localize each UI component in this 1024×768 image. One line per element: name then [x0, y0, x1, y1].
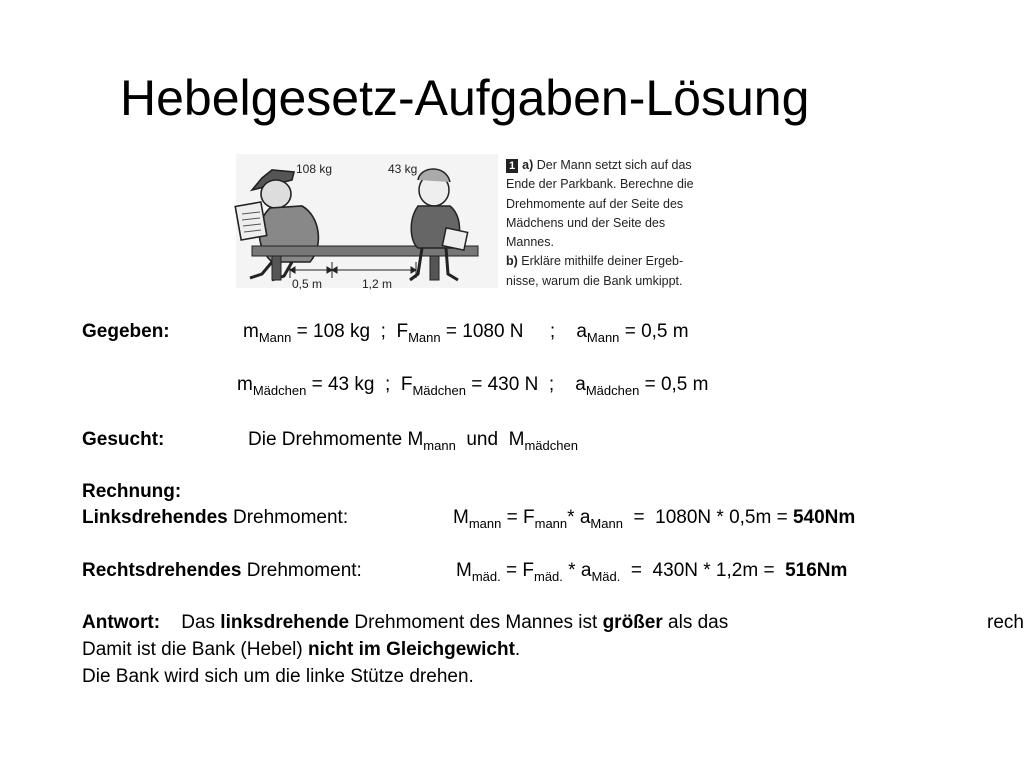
page-title: Hebelgesetz-Aufgaben-Lösung [120, 70, 810, 126]
task-line-3: Drehmomente auf der Seite des [506, 196, 684, 211]
calc-left-equation: $M_{mann} = F_{mann}*$ $a_{Mann} = 1080N * 0,5m = 540Nm$ [453, 507, 856, 531]
task-line-5: Mannes. [506, 235, 554, 250]
answer-line-2: Damit ist die Bank (Hebel) nicht im Gleichgewicht. [82, 639, 521, 660]
task-number: 1 [506, 159, 518, 173]
dist-man-label: 0,5 m [292, 277, 323, 291]
girl-weight-label: 43 kg [388, 162, 418, 176]
sought-text: Die Drehmomente $M_{mann}$ und $M_{mädchen}$ [248, 429, 578, 453]
task-line-1: 1 a) Der Mann setzt sich auf das [506, 156, 694, 175]
man-weight-label: 108 kg [296, 162, 333, 176]
answer-cut-word: rech [987, 612, 1024, 633]
calc-left-label: Linksdrehendes Drehmoment: [82, 507, 349, 528]
task-line-6: b) Erkläre mithilfe deiner Ergeb- [506, 254, 684, 269]
calc-label: Rechnung: [82, 481, 182, 502]
task-line-7: nisse, warum die Bank umkippt. [506, 273, 683, 288]
answer-line-1: Antwort: Das linksdrehende Drehmoment des Mannes ist größer als das [82, 612, 729, 633]
task-line-4: Mädchens und der Seite des [506, 215, 666, 230]
left-result: 540Nm [792, 507, 856, 528]
calc-right-equation: $M_{mäd.} = F_{mäd.} * a_{Mäd.} = 430N * 1,2m = 516Nm$ [456, 560, 848, 584]
task-text [506, 156, 694, 291]
given-row-1: $m_{Mann} = 108$ kg ; $F_{Mann} = 1080$ N ; $a_{Mann} = 0,5$ m [243, 321, 689, 345]
dist-girl-label: 1,2 m [362, 277, 393, 291]
task-line-2: Ende der Parkbank. Berechne die [506, 177, 694, 192]
calc-right-label: Rechtsdrehendes Drehmoment: [82, 560, 362, 581]
given-row-2: $m_{Mädchen} = 43$ kg ; $F_{Mädchen} = 430$ N ; $a_{Mädchen} = 0,5$ m [237, 374, 709, 398]
right-result: 516Nm [785, 560, 848, 581]
answer-line-3: Die Bank wird sich um die linke Stütze drehen. [82, 666, 474, 687]
given-label: Gegeben: [82, 321, 170, 342]
sought-label: Gesucht: [82, 429, 165, 450]
